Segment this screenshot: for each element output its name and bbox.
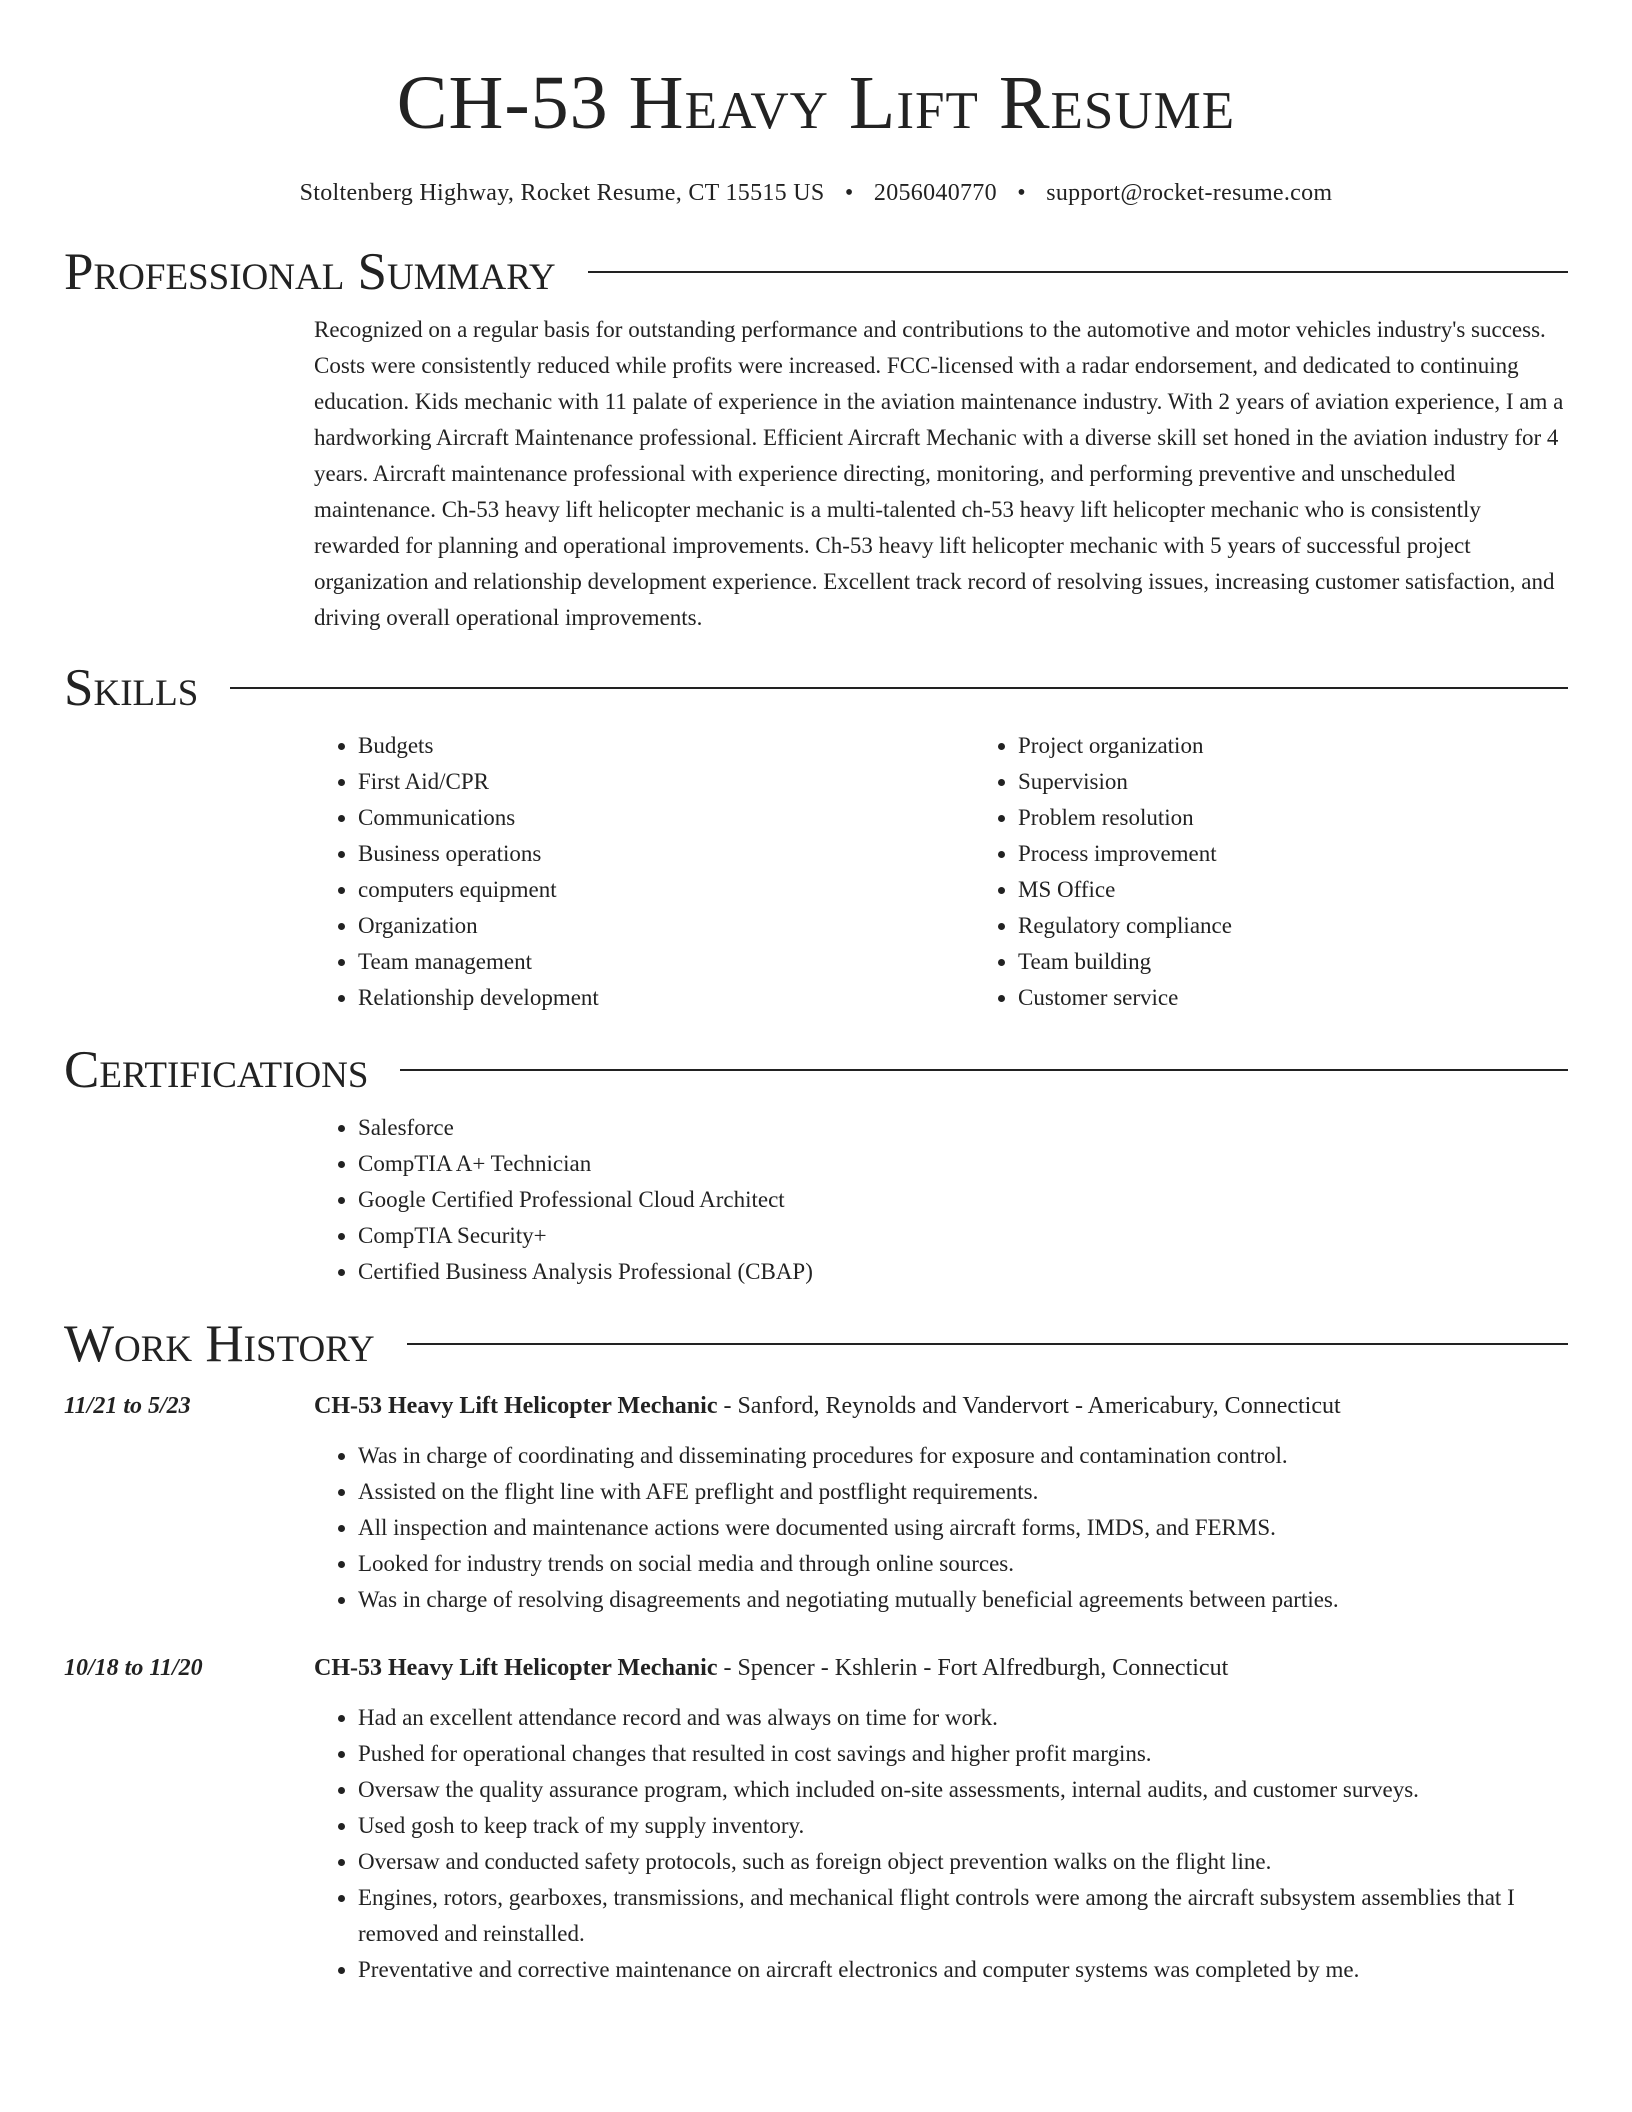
resume-header bbox=[64, 0, 1568, 208]
skill-item: • Project organization bbox=[1018, 728, 1632, 764]
summary-title: Professional Summary bbox=[64, 243, 556, 301]
job-bullets bbox=[314, 1700, 1568, 1988]
skills-grid bbox=[314, 728, 1568, 1016]
job-title-line bbox=[314, 1650, 1228, 1686]
skills-title: Skills bbox=[64, 659, 199, 717]
job-entry bbox=[64, 1650, 1568, 1988]
skill-item: • Process improvement bbox=[1018, 836, 1632, 872]
job-bullet: • Preventative and corrective maintenance on aircraft electronics and computer systems was completed by me. bbox=[358, 1952, 1568, 1988]
contact-line bbox=[64, 178, 1568, 208]
skill-item: • Customer service bbox=[1018, 980, 1632, 1016]
skill-item: • computers equipment bbox=[358, 872, 974, 908]
job-bullet-list bbox=[314, 1438, 1568, 1618]
job-bullet-list bbox=[314, 1700, 1568, 1988]
skills-left-list bbox=[314, 728, 974, 1016]
job-employer: - Spencer - Kshlerin - Fort Alfredburgh, Connecticut bbox=[717, 1655, 1229, 1681]
job-dates: 11/21 to 5/23 bbox=[64, 1393, 191, 1419]
work-title: Work History bbox=[64, 1315, 375, 1373]
contact-separator: • bbox=[1017, 180, 1026, 206]
certifications-content bbox=[314, 1110, 1568, 1290]
skills-right-list bbox=[974, 728, 1632, 1016]
skill-item: • First Aid/CPR bbox=[358, 764, 974, 800]
job-title-line bbox=[314, 1388, 1341, 1424]
section-heading bbox=[64, 242, 1568, 302]
skill-item: • Relationship development bbox=[358, 980, 974, 1016]
job-bullet: • Pushed for operational changes that resulted in cost savings and higher profit margins. bbox=[358, 1736, 1568, 1772]
section-heading bbox=[64, 1040, 1568, 1100]
skills-section bbox=[64, 658, 1568, 1016]
certification-item: • CompTIA A+ Technician bbox=[358, 1146, 1568, 1182]
resume-name: CH-53 Heavy Lift Resume bbox=[396, 61, 1236, 145]
job-header bbox=[64, 1650, 1568, 1686]
job-entry bbox=[64, 1388, 1568, 1618]
skill-item: • Business operations bbox=[358, 836, 974, 872]
job-bullet: • Oversaw and conducted safety protocols, such as foreign object prevention walks on the flight line. bbox=[358, 1844, 1568, 1880]
job-title: CH-53 Heavy Lift Helicopter Mechanic bbox=[314, 1393, 718, 1419]
job-bullet: • Was in charge of resolving disagreements and negotiating mutually beneficial agreements between parties. bbox=[358, 1582, 1568, 1618]
certification-item: • CompTIA Security+ bbox=[358, 1218, 1568, 1254]
section-divider bbox=[400, 1069, 1568, 1071]
job-bullet: • Had an excellent attendance record and was always on time for work. bbox=[358, 1700, 1568, 1736]
certification-item: • Salesforce bbox=[358, 1110, 1568, 1146]
job-bullet: • Engines, rotors, gearboxes, transmissions, and mechanical flight controls were among the aircraft subsystem assemblies that I removed and reinstalled. bbox=[358, 1880, 1568, 1952]
job-bullets bbox=[314, 1438, 1568, 1618]
work-section bbox=[64, 1314, 1568, 1988]
job-employer: - Sanford, Reynolds and Vandervort - Americabury, Connecticut bbox=[717, 1393, 1341, 1419]
section-divider bbox=[407, 1343, 1568, 1345]
certifications-section bbox=[64, 1040, 1568, 1290]
contact-separator: • bbox=[844, 180, 854, 206]
skill-item: • Organization bbox=[358, 908, 974, 944]
summary-content bbox=[314, 312, 1568, 636]
job-bullet: • Oversaw the quality assurance program, which included on-site assessments, internal audits, and customer surveys. bbox=[358, 1772, 1568, 1808]
skill-item: • Budgets bbox=[358, 728, 974, 764]
contact-email: support@rocket-resume.com bbox=[1046, 180, 1333, 206]
skill-item: • Regulatory compliance bbox=[1018, 908, 1632, 944]
job-bullet: • Used gosh to keep track of my supply inventory. bbox=[358, 1808, 1568, 1844]
job-bullet: • Was in charge of coordinating and disseminating procedures for exposure and contamination control. bbox=[358, 1438, 1568, 1474]
job-bullet: • Assisted on the flight line with AFE preflight and postflight requirements. bbox=[358, 1474, 1568, 1510]
contact-phone: 2056040770 bbox=[873, 180, 997, 206]
skill-item: • MS Office bbox=[1018, 872, 1632, 908]
job-header bbox=[64, 1388, 1568, 1424]
certification-item: • Certified Business Analysis Professional (CBAP) bbox=[358, 1254, 1568, 1290]
skill-item: • Team building bbox=[1018, 944, 1632, 980]
section-heading bbox=[64, 1314, 1568, 1374]
job-bullet: • All inspection and maintenance actions were documented using aircraft forms, IMDS, and FERMS. bbox=[358, 1510, 1568, 1546]
contact-address: Stoltenberg Highway, Rocket Resume, CT 15515 US bbox=[299, 180, 825, 206]
section-divider bbox=[588, 271, 1568, 273]
summary-text: Recognized on a regular basis for outstanding performance and contributions to the automotive and motor vehicles industry's success. Costs were consistently reduced while profits were increased. FCC-licensed with a radar endorsement, and dedicated to continuing education. Kids mechanic with 11 palate of experience in the aviation maintenance industry. With 2 years of aviation experience, I am a hardworking Aircraft Maintenance professional. Efficient Aircraft Mechanic with a diverse skill set honed in the aviation industry for 4 years. Aircraft maintenance professional with experience directing, monitoring, and performing preventive and unscheduled maintenance. Ch-53 heavy lift helicopter mechanic is a multi-talented ch-53 heavy lift helicopter mechanic who is consistently rewarded for planning and operational improvements. Ch-53 heavy lift helicopter mechanic with 5 years of successful project organization and relationship development experience. Excellent track record of resolving issues, increasing customer satisfaction, and driving overall operational improvements. bbox=[314, 317, 1564, 630]
certifications-list bbox=[314, 1110, 1568, 1290]
skill-item: • Team management bbox=[358, 944, 974, 980]
section-heading bbox=[64, 658, 1568, 718]
summary-section bbox=[64, 242, 1568, 636]
certifications-title: Certifications bbox=[64, 1041, 369, 1099]
skill-item: • Problem resolution bbox=[1018, 800, 1632, 836]
job-bullet: • Looked for industry trends on social media and through online sources. bbox=[358, 1546, 1568, 1582]
skill-item: • Supervision bbox=[1018, 764, 1632, 800]
certification-item: • Google Certified Professional Cloud Architect bbox=[358, 1182, 1568, 1218]
skill-item: • Communications bbox=[358, 800, 974, 836]
job-dates: 10/18 to 11/20 bbox=[64, 1655, 203, 1681]
section-divider bbox=[230, 687, 1568, 689]
job-title: CH-53 Heavy Lift Helicopter Mechanic bbox=[314, 1655, 718, 1681]
